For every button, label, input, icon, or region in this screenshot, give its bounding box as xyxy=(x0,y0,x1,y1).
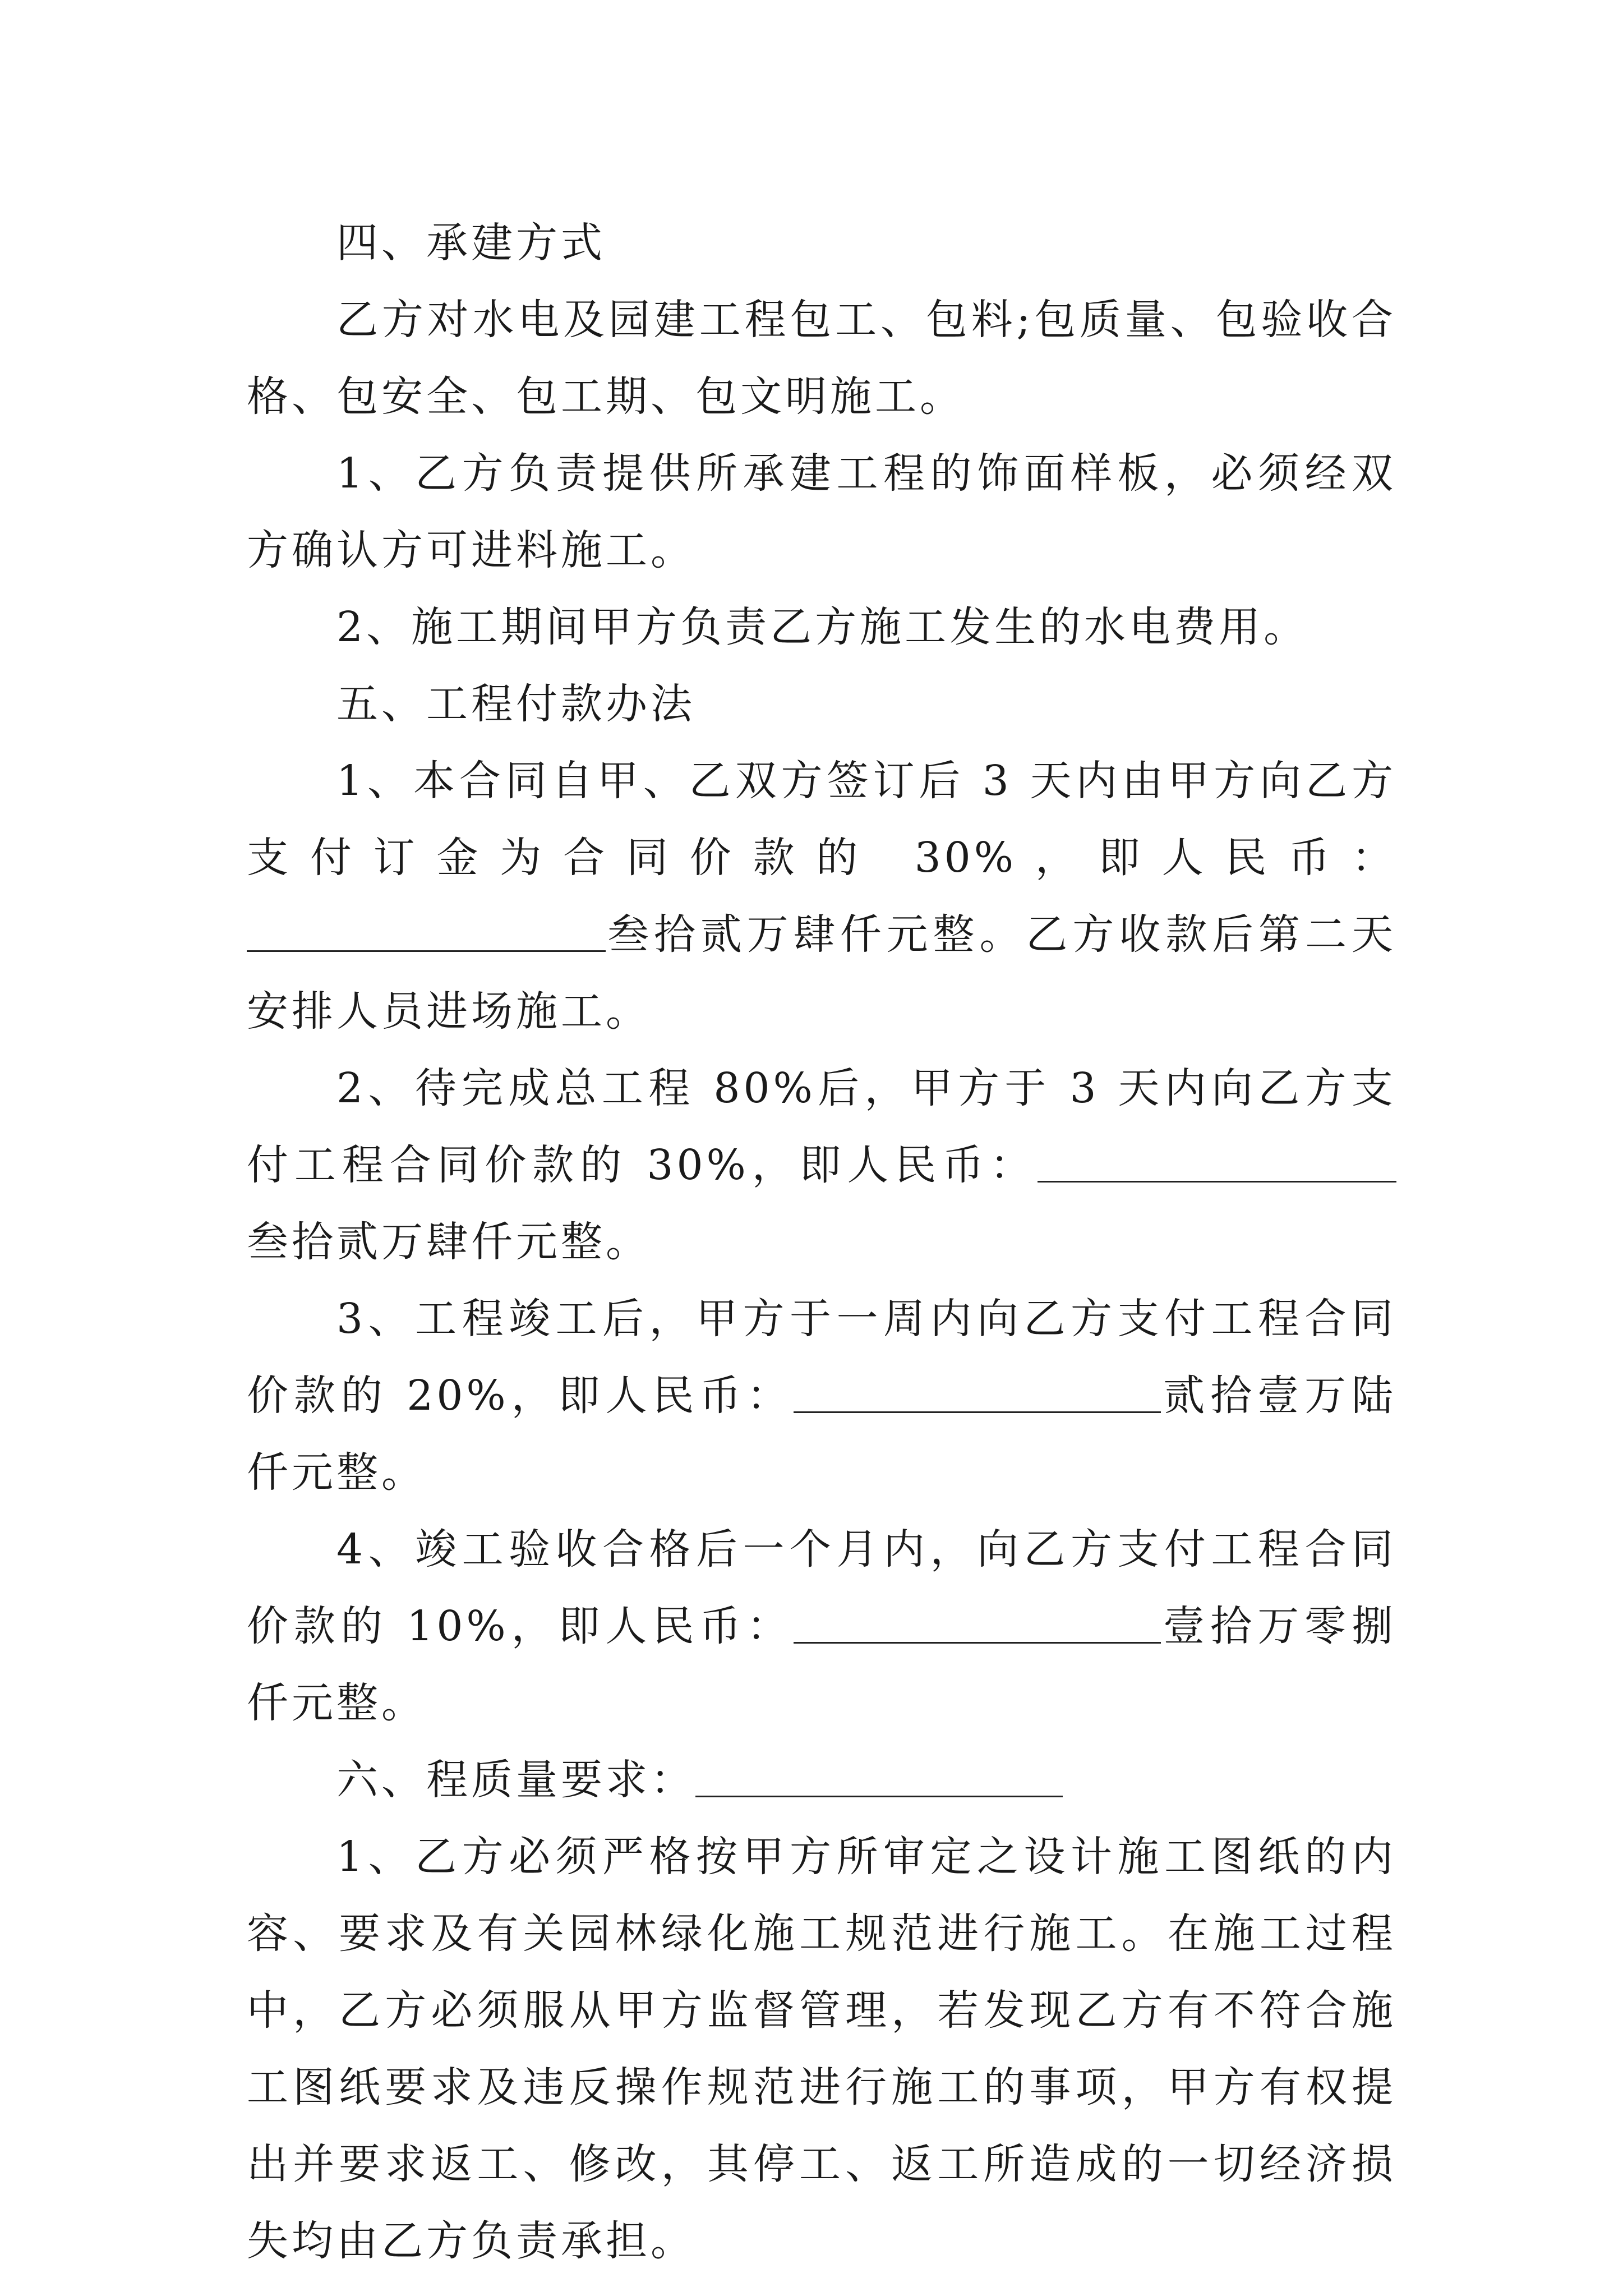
paragraph-5-2-text-after: 叁拾贰万肆仟元整。 xyxy=(247,1218,651,1266)
paragraph-5-1-text-after: 叁拾贰万肆仟元整。乙方收款后第二天安排人员进场施工。 xyxy=(247,910,1396,1036)
paragraph-6-1: 1、乙方必须严格按甲方所审定之设计施工图纸的内容、要求及有关园林绿化施工规范进行施工。在施工过程中，乙方必须服从甲方监督管理，若发现乙方有不符合施工图纸要求及违反操作规范进行施工的事项，甲方有权提出并要求返工、修改，其停工、返工所造成的一切经济损失均由乙方负责承担。 xyxy=(247,1833,1396,2265)
paragraph-4-2: 2、施工期间甲方负责乙方施工发生的水电费用。 xyxy=(336,603,1309,651)
paragraph-5-4 xyxy=(247,1511,1396,1742)
section-heading-6 xyxy=(247,1742,1396,1819)
paragraph-5-1-text-before: 1、本合同自甲、乙双方签订后 3 天内由甲方向乙方支付订金为合同价款的 30%，即人民币： xyxy=(247,757,1396,882)
paragraph-5-3-text-before: 3、工程竣工后，甲方于一周内向乙方支付工程合同价款的 20%，即人民币： xyxy=(247,1295,1396,1420)
section-heading-5: 五、工程付款办法 xyxy=(336,680,695,728)
paragraph-4-intro: 乙方对水电及园建工程包工、包料;包质量、包验收合格、包安全、包工期、包文明施工。 xyxy=(247,296,1396,421)
amount-blank-3 xyxy=(794,1370,1161,1413)
paragraph-5-4-text-before: 4、竣工验收合格后一个月内，向乙方支付工程合同价款的 10%，即人民币： xyxy=(247,1525,1396,1650)
paragraph-5-3-text-after: 贰拾壹万陆仟元整。 xyxy=(247,1372,1396,1497)
amount-blank-4 xyxy=(794,1600,1161,1644)
paragraph-5-4-text-after: 壹拾万零捌仟元整。 xyxy=(247,1602,1396,1727)
amount-blank-1 xyxy=(247,909,606,952)
paragraph-5-1 xyxy=(247,743,1396,1050)
paragraph-5-2 xyxy=(247,1050,1396,1281)
paragraph-5-3 xyxy=(247,1281,1396,1511)
paragraph-5-2-text-before: 2、待完成总工程 80%后，甲方于 3 天内向乙方支付工程合同价款的 30%，即人民币： xyxy=(247,1064,1396,1189)
quality-requirement-blank xyxy=(695,1754,1063,1797)
paragraph-4-1: 1、乙方负责提供所承建工程的饰面样板，必须经双方确认方可进料施工。 xyxy=(247,449,1396,574)
document-body xyxy=(247,205,1396,2280)
amount-blank-2 xyxy=(1038,1139,1396,1182)
section-heading-4: 四、承建方式 xyxy=(336,219,606,267)
section-heading-6-text: 六、程质量要求： xyxy=(336,1756,695,1804)
